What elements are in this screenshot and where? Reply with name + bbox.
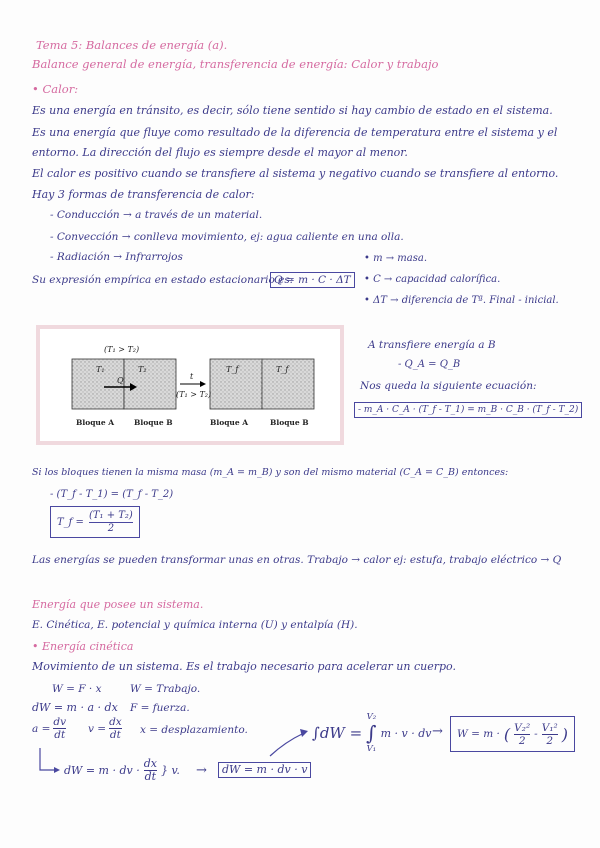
energia-heading: Energía que posee un sistema. xyxy=(32,598,204,611)
legend-mass: • m → masa. xyxy=(364,253,428,264)
bottom-fraction xyxy=(144,758,157,783)
energy-types: E. Cinética, E. potencial y química interna (U) y entalpía (H). xyxy=(32,619,358,631)
bloque-a-caption-right: Bloque A xyxy=(210,418,249,427)
calor-paragraph-1: Es una energía en tránsito, es decir, sólo tiene sentido si hay cambio de estado en el sistema. xyxy=(32,104,553,117)
arrow-to-result: → xyxy=(432,724,443,739)
bottom-numerator: dx xyxy=(143,757,157,770)
t-condition-top: (T₁ > T₂) xyxy=(104,345,140,354)
calor-heading: • Calor: xyxy=(32,82,79,96)
v-numerator: dx xyxy=(109,716,122,728)
bloque-a-caption-left: Bloque A xyxy=(76,418,115,427)
legend-temperature-diff: • ΔT → diferencia de Tª. Final - inicial. xyxy=(364,295,559,306)
cinetica-definition: Movimiento de un sistema. Es el trabajo necesario para acelerar un cuerpo. xyxy=(32,660,456,673)
bottom-denominator: dt xyxy=(144,770,157,783)
bottom-lhs: dW = m · dv · xyxy=(64,764,140,777)
tf-label-b: T_f xyxy=(276,365,289,374)
form-radiacion: - Radiación → Infrarrojos xyxy=(50,251,183,263)
equation-intro: Nos queda la siguiente ecuación: xyxy=(360,380,537,392)
result-lhs: W = m · xyxy=(457,728,500,740)
dw-formula: dW = m · a · dx xyxy=(32,701,118,714)
work-definition: W = Trabajo. xyxy=(130,683,201,695)
empirical-expression-label: Su expresión empírica en estado estacionario es: xyxy=(32,274,294,286)
force-definition: F = fuerza. xyxy=(130,702,190,714)
calor-paragraph-2: Es una energía que fluye como resultado de la diferencia de temperatura entre el sistema y el xyxy=(32,126,558,139)
temperature-equality: - (T_f - T_1) = (T_f - T_2) xyxy=(50,489,174,500)
energy-balance-equation: - m_A · C_A · (T_f - T_1) = m_B · C_B · (T_f - T_2) xyxy=(354,402,582,418)
tf-lhs: T_f = xyxy=(57,516,84,528)
t2-label: T₂ xyxy=(138,365,147,374)
same-mass-condition: Si los bloques tienen la misma masa (m_A = m_B) y son del mismo material (C_A = C_B) entonces: xyxy=(32,467,509,478)
form-conveccion: - Convección → conlleva movimiento, ej: agua caliente en una olla. xyxy=(50,231,404,243)
v2-denominator: 2 xyxy=(518,734,526,747)
legend-heat-capacity: • C → capacidad calorífica. xyxy=(364,274,501,285)
qa-qb-note: - Q_A = Q_B xyxy=(398,359,461,370)
integral-limits: V₂ ∫ V₁ xyxy=(366,712,377,754)
integral-upper-limit: V₂ xyxy=(366,712,377,722)
bottom-v: } v. xyxy=(160,764,180,777)
tf-label-a: T_f xyxy=(226,365,239,374)
bloque-b-caption-right: Bloque B xyxy=(270,418,309,427)
kinetic-energy-result-box: W = m · ( $\frac{\text{V₂²}}{2}$ - $\frac{\text{V₁²}}{2}$ ) xyxy=(450,716,575,752)
calor-paragraph-4: El calor es positivo cuando se transfiere al sistema y negativo cuando se transfiere al entorno. xyxy=(32,167,559,180)
a-numerator: dv xyxy=(53,716,67,728)
bottom-derivation xyxy=(64,758,180,783)
result-minus: - xyxy=(534,728,538,740)
calor-paragraph-5: Hay 3 formas de transferencia de calor: xyxy=(32,188,255,201)
heat-formula-box: Q = m · C · ΔT xyxy=(270,272,355,288)
v1-denominator: 2 xyxy=(546,734,554,747)
tf-denominator: 2 xyxy=(107,522,115,534)
a-denominator: dt xyxy=(54,729,66,741)
topic-title: Tema 5: Balances de energía (a). xyxy=(36,38,228,52)
integral-lower-limit: V₁ xyxy=(366,744,377,754)
bloque-b-caption-left: Bloque B xyxy=(134,418,173,427)
v1-numerator: V₁² xyxy=(541,721,558,734)
displacement-definition: x = desplazamiento. xyxy=(140,724,248,736)
cinetica-heading: • Energía cinética xyxy=(32,640,134,653)
tf-numerator: (T₁ + T₂) xyxy=(88,509,133,521)
time-label: t xyxy=(190,372,194,381)
work-formula: W = F · x xyxy=(52,683,102,695)
integral-lhs: ∫dW = xyxy=(312,724,363,742)
v-denominator: dt xyxy=(109,729,121,741)
arrow-to-bottom-result: → xyxy=(196,763,207,778)
t-condition-bottom: (T₁ > T₂) xyxy=(176,390,212,399)
section-subtitle: Balance general de energía, transferencia de energía: Calor y trabajo xyxy=(32,57,439,71)
form-conduccion: - Conducción → a través de un material. xyxy=(50,209,263,221)
t1-label: T₁ xyxy=(96,365,105,374)
integral-body: m · v · dv xyxy=(380,726,432,740)
a-lhs: a = xyxy=(32,722,51,735)
transfer-note: A transfiere energía a B xyxy=(368,339,496,351)
v-lhs: v = xyxy=(88,722,107,735)
energy-transformation-note: Las energías se pueden transformar unas en otras. Trabajo → calor ej: estufa, trabajo eléctrico → Q xyxy=(32,554,562,566)
bottom-result-box: dW = m · dv · v xyxy=(218,762,311,778)
q-label: Q xyxy=(117,376,124,385)
v2-numerator: V₂² xyxy=(514,721,531,734)
calor-paragraph-3: entorno. La dirección del flujo es siempre desde el mayor al menor. xyxy=(32,146,408,159)
